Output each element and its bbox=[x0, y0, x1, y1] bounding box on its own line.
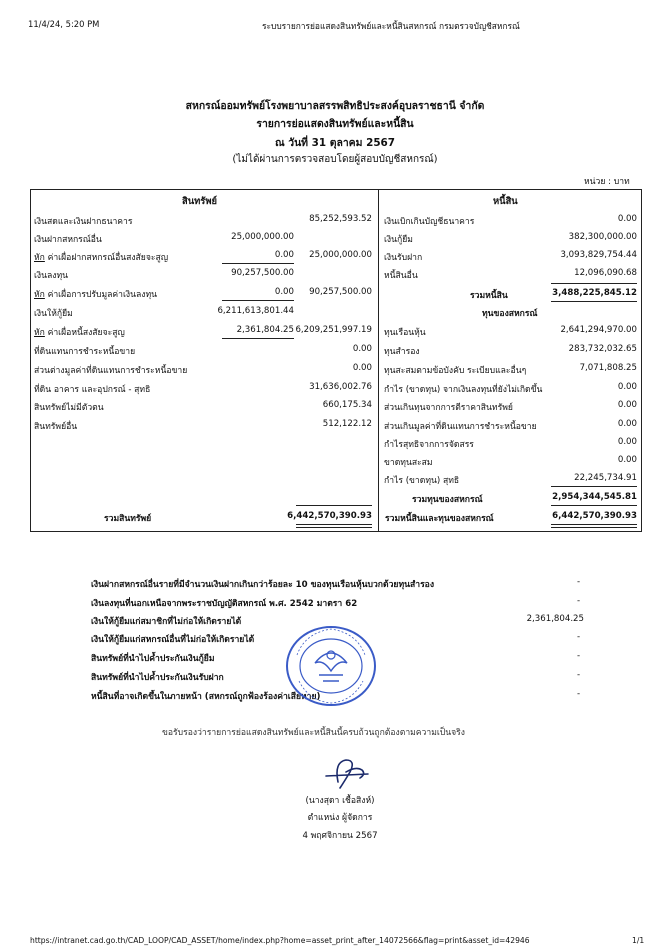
equity-label: กำไร (ขาดทุน) สุทธิ bbox=[384, 476, 460, 486]
asset-label: สินทรัพย์ไม่มีตัวตน bbox=[34, 403, 104, 413]
liability-label: หนี้สินอื่น bbox=[384, 271, 418, 281]
asset-value: 0.00 bbox=[352, 363, 372, 373]
grand-total-value: 6,442,570,390.93 bbox=[552, 511, 637, 521]
equity-label: ทุนสะสมตามข้อบังคับ ระเบียบและอื่นๆ bbox=[384, 366, 527, 376]
grand-total-label: รวมหนี้สินและทุนของสหกรณ์ bbox=[385, 514, 494, 524]
equity-label: กำไร (ขาดทุน) จากเงินลงทุนที่ยังไม่เกิดขึ้น bbox=[384, 385, 543, 395]
asset-label: ที่ดินแทนการชำระหนี้อขาย bbox=[34, 347, 136, 357]
grand-total-double-rule bbox=[551, 524, 637, 528]
liabilities-total-value: 3,488,225,845.12 bbox=[552, 288, 637, 298]
note-label: หนี้สินที่อาจเกิดขึ้นในภายหน้า (สหกรณ์ถูกฟ้องร้องค่าเสียหาย) bbox=[91, 692, 321, 702]
asset-label: เงินฝากสหกรณ์อื่น bbox=[34, 235, 102, 245]
equity-value: 2,641,294,970.00 bbox=[560, 325, 637, 335]
subtotal-rule bbox=[222, 300, 294, 301]
liabilities-header: หนี้สิน bbox=[493, 196, 518, 207]
equity-value: 0.00 bbox=[617, 400, 637, 410]
org-name: สหกรณ์ออมทรัพย์โรงพยาบาลสรรพสิทธิประสงค์อุบลราชธานี จำกัด bbox=[185, 100, 485, 112]
grand-total-top-rule bbox=[551, 505, 637, 506]
subtotal-rule bbox=[222, 263, 294, 264]
liabilities-total-label: รวมหนี้สิน bbox=[470, 291, 508, 301]
equity-label: ทุนสำรอง bbox=[384, 347, 420, 357]
asset-value: 0.00 bbox=[352, 344, 372, 354]
equity-label: ส่วนเกินทุนจากการตีราคาสินทรัพย์ bbox=[384, 403, 513, 413]
asset-label: หัก ค่าเผื่อหนี้สงสัยจะสูญ bbox=[34, 328, 125, 338]
asset-value: 660,175.34 bbox=[322, 400, 372, 410]
note-value: - bbox=[577, 670, 581, 680]
asset-value: 512,122.12 bbox=[322, 419, 372, 429]
liability-value: 382,300,000.00 bbox=[568, 232, 637, 242]
equity-value: 7,071,808.25 bbox=[579, 363, 637, 373]
equity-label: ขาดทุนสะสม bbox=[384, 458, 433, 468]
equity-value: 0.00 bbox=[617, 455, 637, 465]
note-label: สินทรัพย์ที่นำไปค้ำประกันเงินรับฝาก bbox=[91, 673, 224, 683]
print-system-name: ระบบรายการย่อแสดงสินทรัพย์และหนี้สินสหกรณ์ กรมตรวจบัญชีสหกรณ์ bbox=[262, 21, 520, 31]
asset-subvalue: 25,000,000.00 bbox=[231, 232, 294, 242]
liability-label: เงินรับฝาก bbox=[384, 253, 423, 263]
asset-value: 25,000,000.00 bbox=[309, 250, 372, 260]
note-label: สินทรัพย์ที่นำไปค้ำประกันเงินกู้ยืม bbox=[91, 654, 215, 664]
table-bottom-rule bbox=[30, 531, 642, 532]
note-label: เงินฝากสหกรณ์อื่นรายที่มีจำนวนเงินฝากเกินกว่าร้อยละ 10 ของทุนเรือนหุ้นบวกด้วยทุนสำรอง bbox=[91, 580, 435, 590]
note-value: - bbox=[577, 632, 581, 642]
asset-label: เงินสดและเงินฝากธนาคาร bbox=[34, 217, 133, 227]
liability-value: 12,096,090.68 bbox=[574, 268, 637, 278]
asset-label: เงินลงทุน bbox=[34, 271, 69, 281]
assets-total-label: รวมสินทรัพย์ bbox=[104, 514, 152, 524]
equity-value: 22,245,734.91 bbox=[574, 473, 637, 483]
report-date: ณ วันที่ 31 ตุลาคม 2567 bbox=[274, 137, 396, 149]
note-value: 2,361,804.25 bbox=[526, 614, 584, 624]
print-datetime: 11/4/24, 5:20 PM bbox=[28, 19, 100, 29]
footer-url-link[interactable]: https://intranet.cad.go.th/CAD_LOOP/CAD_ASSET/home/index.php?home=asset_print_after_14072566&flag=print&asset_id=42946 bbox=[30, 936, 530, 945]
asset-label: หัก ค่าเผื่อฝากสหกรณ์อื่นสงสัยจะสูญ bbox=[34, 253, 169, 263]
asset-label: หัก ค่าเผื่อการปรับมูลค่าเงินลงทุน bbox=[34, 290, 158, 300]
liabilities-total-bottom-rule bbox=[551, 301, 637, 302]
assets-total-double-rule bbox=[296, 524, 372, 528]
liability-label: เงินเบิกเกินบัญชีธนาคาร bbox=[384, 217, 475, 227]
table-top-rule bbox=[30, 189, 642, 190]
liability-label: เงินกู้ยืม bbox=[384, 235, 413, 245]
asset-value: 31,636,002.76 bbox=[309, 382, 372, 392]
cooperative-seal-icon bbox=[285, 625, 377, 710]
asset-label: ส่วนต่างมูลค่าที่ดินแทนการชำระหนี้อขาย bbox=[34, 366, 188, 376]
note-value: - bbox=[577, 689, 581, 699]
asset-value: 6,209,251,997.19 bbox=[295, 325, 372, 335]
table-center-rule bbox=[378, 189, 379, 532]
liability-value: 3,093,829,754.44 bbox=[560, 250, 637, 260]
signer-date: 4 พฤศจิกายน 2567 bbox=[302, 831, 378, 841]
equity-total-label: รวมทุนของสหกรณ์ bbox=[412, 495, 483, 505]
equity-total-top-rule bbox=[551, 486, 637, 487]
asset-subvalue: 2,361,804.25 bbox=[236, 325, 294, 335]
note-value: - bbox=[577, 596, 581, 606]
table-left-rule bbox=[30, 189, 31, 532]
footer-page-number: 1/1 bbox=[632, 936, 645, 945]
note-label: เงินลงทุนที่นอกเหนือจากพระราชบัญญัติสหกรณ์ พ.ศ. 2542 มาตรา 62 bbox=[91, 599, 358, 609]
signature-icon bbox=[316, 752, 376, 795]
assets-total-value: 6,442,570,390.93 bbox=[287, 511, 372, 521]
liability-value: 0.00 bbox=[617, 214, 637, 224]
table-right-rule bbox=[641, 189, 642, 532]
equity-value: 0.00 bbox=[617, 437, 637, 447]
report-title: รายการย่อแสดงสินทรัพย์และหนี้สิน bbox=[256, 118, 414, 130]
asset-label: เงินให้กู้ยืม bbox=[34, 309, 73, 319]
unit-label: หน่วย : บาท bbox=[584, 177, 630, 187]
asset-subvalue: 0.00 bbox=[274, 250, 294, 260]
asset-subvalue: 90,257,500.00 bbox=[231, 268, 294, 278]
subtotal-rule bbox=[222, 338, 294, 339]
asset-label: ที่ดิน อาคาร และอุปกรณ์ - สุทธิ bbox=[34, 385, 151, 395]
note-value: - bbox=[577, 577, 581, 587]
asset-value: 90,257,500.00 bbox=[309, 287, 372, 297]
asset-label: สินทรัพย์อื่น bbox=[34, 422, 78, 432]
certification-text: ขอรับรองว่ารายการย่อแสดงสินทรัพย์และหนี้สินนี้ครบถ้วนถูกต้องตามความเป็นจริง bbox=[162, 728, 465, 738]
asset-subvalue: 0.00 bbox=[274, 287, 294, 297]
equity-header: ทุนของสหกรณ์ bbox=[482, 309, 538, 319]
equity-value: 0.00 bbox=[617, 419, 637, 429]
equity-label: ส่วนเกินมูลค่าที่ดินแทนการชำระหนี้อขาย bbox=[384, 422, 537, 432]
equity-label: ทุนเรือนหุ้น bbox=[384, 328, 426, 338]
note-label: เงินให้กู้ยืมแก่สหกรณ์อื่นที่ไม่ก่อให้เกิดรายได้ bbox=[91, 635, 255, 645]
assets-total-top-rule bbox=[296, 505, 372, 506]
asset-subvalue: 6,211,613,801.44 bbox=[217, 306, 294, 316]
audit-note: (ไม่ได้ผ่านการตรวจสอบโดยผู้สอบบัญชีสหกรณ์) bbox=[232, 154, 438, 165]
note-value: - bbox=[577, 651, 581, 661]
equity-value: 0.00 bbox=[617, 382, 637, 392]
signer-position: ตำแหน่ง ผู้จัดการ bbox=[307, 813, 373, 823]
equity-value: 283,732,032.65 bbox=[568, 344, 637, 354]
signer-name: (นางสุดา เชื้อสิงห์) bbox=[305, 796, 375, 806]
asset-value: 85,252,593.52 bbox=[309, 214, 372, 224]
equity-label: กำไรสุทธิจากการจัดสรร bbox=[384, 440, 474, 450]
note-label: เงินให้กู้ยืมแก่สมาชิกที่ไม่ก่อให้เกิดรายได้ bbox=[91, 617, 242, 627]
equity-total-value: 2,954,344,545.81 bbox=[552, 492, 637, 502]
liabilities-total-top-rule bbox=[551, 283, 637, 284]
assets-header: สินทรัพย์ bbox=[182, 196, 218, 207]
